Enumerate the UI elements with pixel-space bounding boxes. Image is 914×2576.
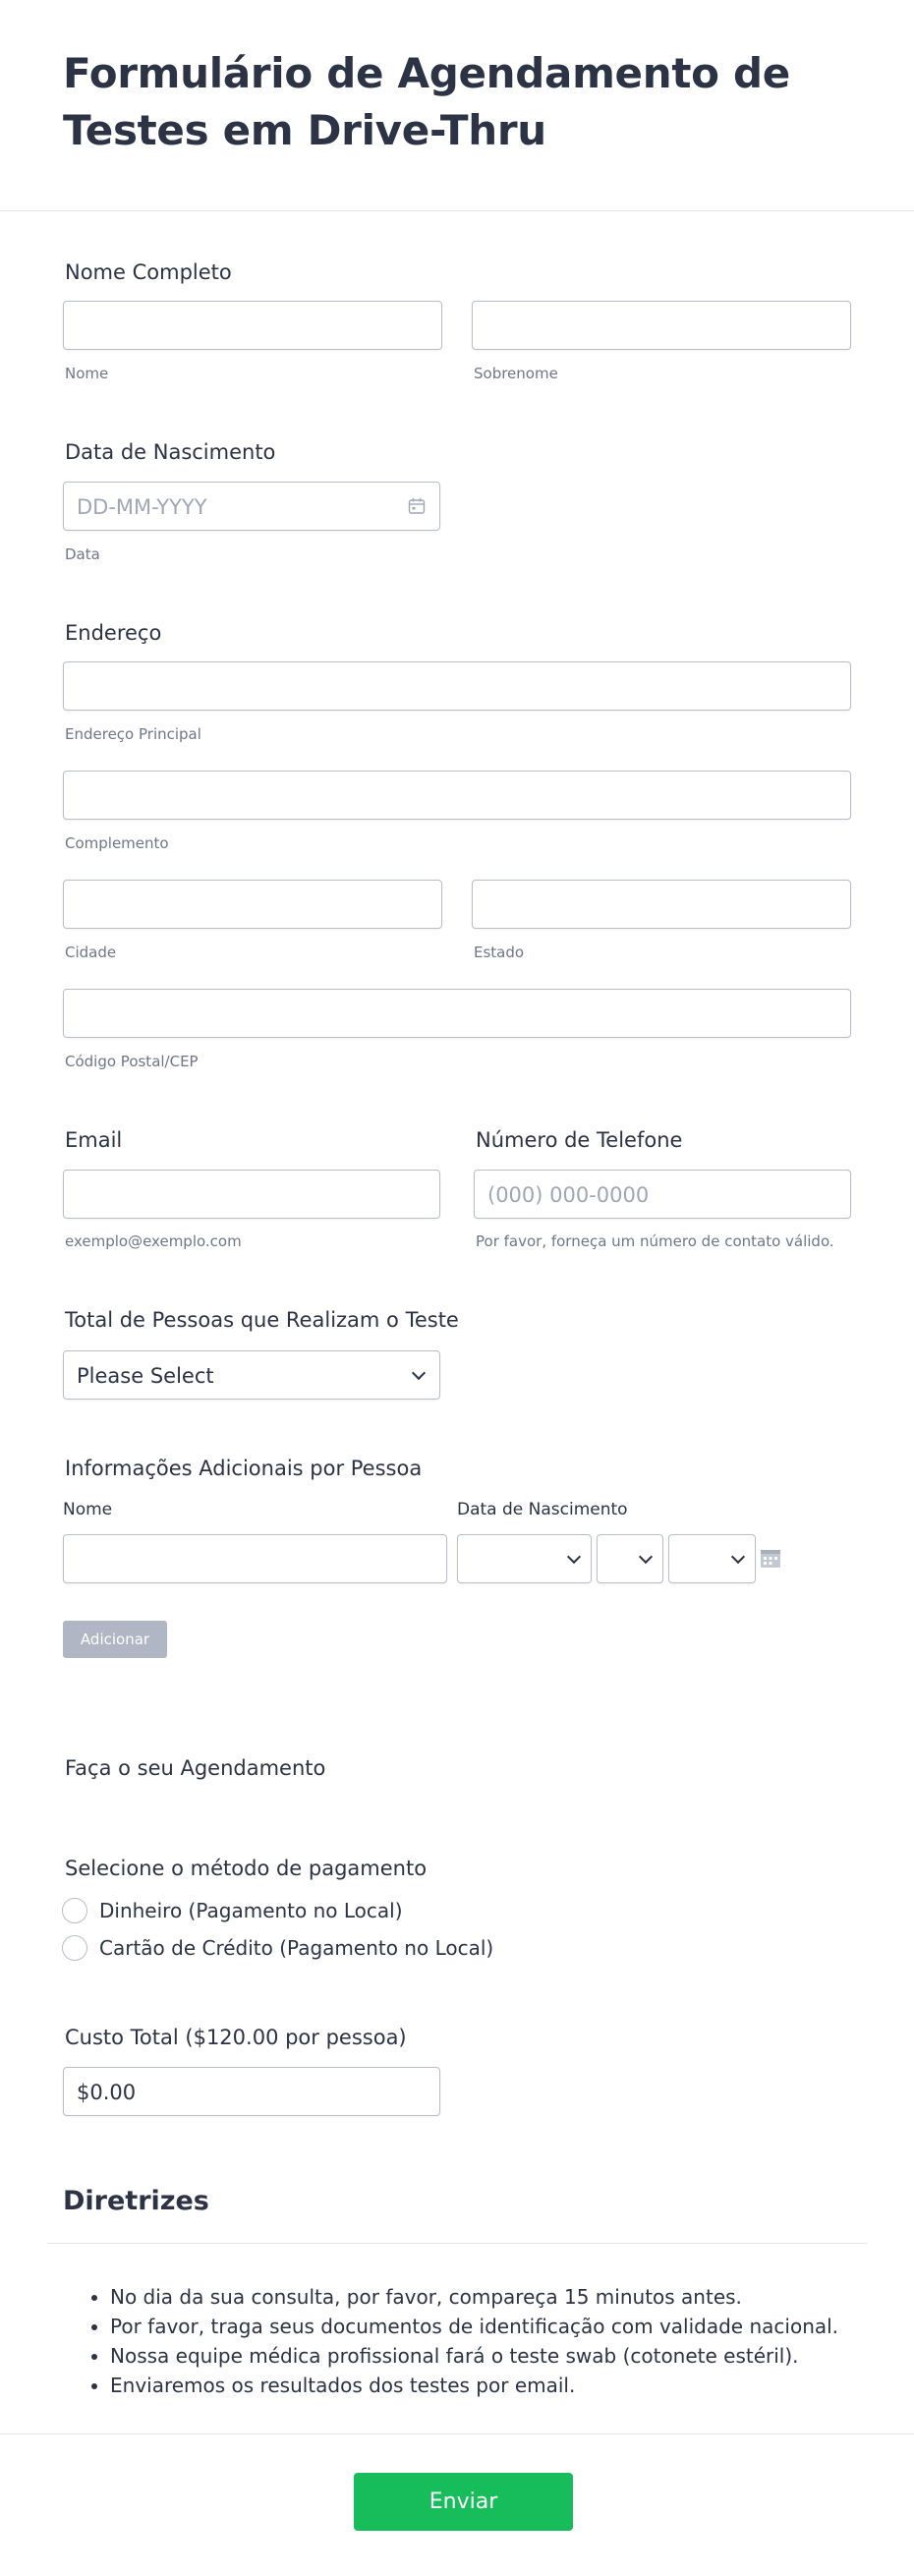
guidelines-divider [47, 2243, 867, 2244]
full-name-label: Nome Completo [65, 260, 232, 284]
phone-placeholder: (000) 000-0000 [487, 1183, 650, 1207]
payment-label: Selecione o método de pagamento [65, 1857, 428, 1880]
first-name-sublabel: Nome [65, 365, 109, 382]
additional-birth-day-select[interactable] [597, 1534, 663, 1583]
guidelines-title: Diretrizes [63, 2186, 209, 2216]
people-total-selected: Please Select [77, 1364, 214, 1388]
birth-date-placeholder: DD-MM-YYYY [77, 495, 207, 519]
header-divider [0, 210, 914, 211]
additional-birth-header: Data de Nascimento [457, 1500, 628, 1519]
total-cost-label: Custo Total ($120.00 por pessoa) [65, 2026, 407, 2049]
additional-birth-year-select[interactable] [668, 1534, 756, 1583]
birth-date-label: Data de Nascimento [65, 440, 276, 464]
chevron-down-icon [731, 1550, 745, 1564]
additional-birth-month-select[interactable] [457, 1534, 592, 1583]
submit-button[interactable]: Enviar [354, 2473, 573, 2531]
address-line2-input[interactable] [63, 771, 851, 820]
address-line1-input[interactable] [63, 661, 851, 711]
calendar-icon[interactable] [408, 497, 426, 515]
city-sublabel: Cidade [65, 944, 117, 961]
total-cost-field [63, 2067, 440, 2116]
payment-radio-cash[interactable] [62, 1898, 87, 1923]
chevron-down-icon [412, 1366, 426, 1380]
chevron-down-icon [567, 1550, 581, 1564]
address-line1-sublabel: Endereço Principal [65, 725, 201, 743]
payment-radio-credit[interactable] [62, 1935, 87, 1961]
phone-label: Número de Telefone [476, 1128, 683, 1152]
postal-code-input[interactable] [63, 989, 851, 1038]
appointment-label: Faça o seu Agendamento [65, 1756, 326, 1780]
payment-option-cash-label[interactable]: Dinheiro (Pagamento no Local) [99, 1899, 403, 1922]
address-label: Endereço [65, 621, 162, 645]
additional-info-label: Informações Adicionais por Pessoa [65, 1457, 423, 1480]
state-sublabel: Estado [474, 944, 525, 961]
people-total-select[interactable] [63, 1350, 440, 1400]
state-input[interactable] [472, 880, 851, 929]
footer-divider [0, 2433, 914, 2434]
guideline-item: • No dia da sua consulta, por favor, compareça 15 minutos antes. [110, 2282, 838, 2312]
total-cost-value: $0.00 [77, 2081, 137, 2104]
guidelines-list [63, 2282, 838, 2400]
postal-code-sublabel: Código Postal/CEP [65, 1053, 199, 1070]
guideline-item: • Por favor, traga seus documentos de identificação com validade nacional. [110, 2312, 838, 2341]
email-sublabel: exemplo@exemplo.com [65, 1232, 242, 1250]
people-total-label: Total de Pessoas que Realizam o Teste [65, 1308, 459, 1332]
last-name-input[interactable] [472, 301, 851, 350]
payment-option-credit-label[interactable]: Cartão de Crédito (Pagamento no Local) [99, 1936, 494, 1960]
additional-name-header: Nome [63, 1500, 113, 1519]
guideline-item: • Nossa equipe médica profissional fará o teste swab (cotonete estéril). [110, 2341, 838, 2371]
birth-date-sublabel: Data [65, 545, 100, 563]
guideline-item: • Enviaremos os resultados dos testes por email. [110, 2371, 838, 2400]
city-input[interactable] [63, 880, 442, 929]
email-label: Email [65, 1128, 123, 1152]
add-row-button[interactable]: Adicionar [63, 1621, 167, 1658]
chevron-down-icon [639, 1550, 653, 1564]
additional-name-input[interactable] [63, 1534, 447, 1583]
calendar-icon[interactable] [760, 1547, 781, 1569]
last-name-sublabel: Sobrenome [474, 365, 558, 382]
birth-date-input[interactable] [63, 482, 440, 531]
address-line2-sublabel: Complemento [65, 834, 169, 852]
phone-sublabel: Por favor, forneça um número de contato válido. [476, 1232, 834, 1250]
phone-input[interactable] [474, 1170, 851, 1219]
email-input[interactable] [63, 1170, 440, 1219]
form-title: Formulário de Agendamento de Testes em Drive-Thru [63, 49, 790, 154]
first-name-input[interactable] [63, 301, 442, 350]
